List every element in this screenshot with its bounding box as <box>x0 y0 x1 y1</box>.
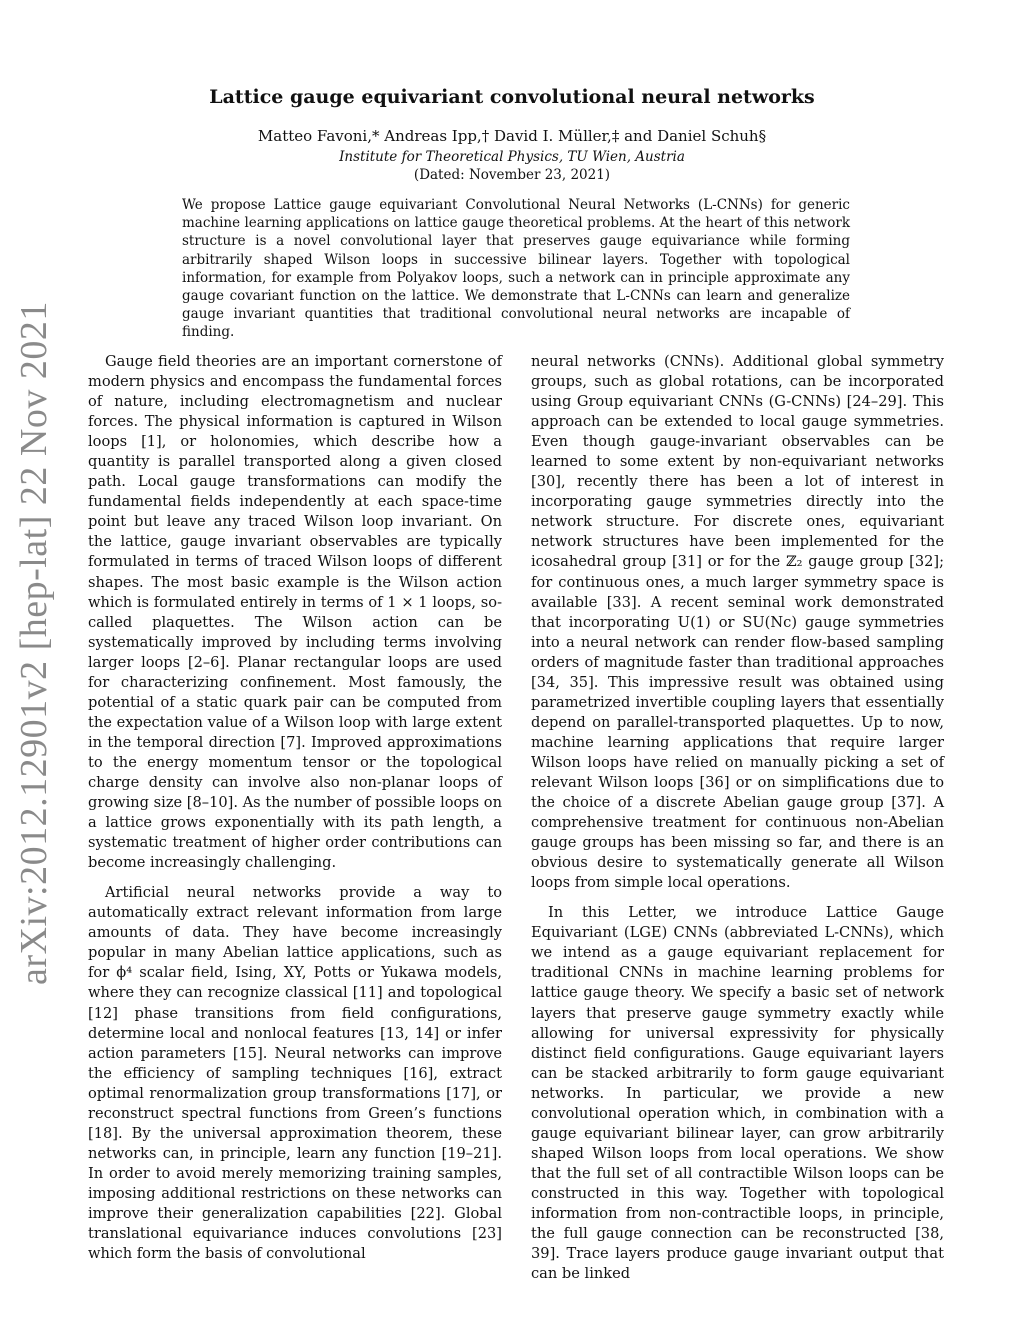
left-column <box>88 352 502 1264</box>
arxiv-identifier-text: arXiv:2012.12901v2 [hep-lat] 22 Nov 2021 <box>13 301 55 985</box>
paragraph: neural networks (CNNs). Additional global symmetry groups, such as global rotations, can be incorporated using Group equivariant CNNs (G-CNNs) [24–29]. This approach can be extended to local gauge symmetries. Even though gauge-invariant observables can be learned to some extent by non-equivariant networks [30], recently there has been a lot of interest in incorporating gauge symmetries directly into the network structure. For discrete ones, equivariant network structures have been implemented for the icosahedral group [31] or for the ℤ₂ gauge group [32]; for continuous ones, a much larger symmetry space is available [33]. A recent seminal work demonstrated that incorporating U(1) or SU(Nc) gauge symmetries into a neural network can render flow-based sampling orders of magnitude faster than traditional approaches [34, 35]. This impressive result was obtained using parametrized invertible coupling layers that essentially depend on parallel-transported plaquettes. Up to now, machine learning applications that require larger Wilson loops have relied on manually picking a set of relevant Wilson loops [36] or on simplifications due to the choice of a discrete Abelian gauge group [37]. A comprehensive treatment for continuous non-Abelian gauge groups has been missing so far, and there is an obvious desire to systematically generate all Wilson loops from simple local operations. <box>531 353 944 892</box>
paper-title: Lattice gauge equivariant convolutional neural networks <box>209 86 815 108</box>
abstract: We propose Lattice gauge equivariant Convolutional Neural Networks (L-CNNs) for generic machine learning applications on lattice gauge theoretical problems. At the heart of this network structure is a novel convolutional layer that preserves gauge equivariance while forming arbitrarily shaped Wilson loops in successive bilinear layers. Together with topological information, for example from Polyakov loops, such a network can in principle approximate any gauge covariant function on the lattice. We demonstrate that L-CNNs can learn and generalize gauge invariant quantities that traditional convolutional neural networks are incapable of finding. <box>182 197 850 341</box>
paragraph: In this Letter, we introduce Lattice Gauge Equivariant (LGE) CNNs (abbreviated L-CNNs), which we intend as a gauge equivariant replacement for traditional CNNs in machine learning problems for lattice gauge theory. We specify a basic set of network layers that preserve gauge symmetry exactly while allowing for universal expressivity for physically distinct field configurations. Gauge equivariant layers can be stacked arbitrarily to form gauge equivariant networks. In particular, we provide a new convolutional operation which, in combination with a gauge equivariant bilinear layer, can grow arbitrarily shaped Wilson loops from local operations. We show that the full set of all contractible Wilson loops can be constructed in this way. Together with topological information from non-contractible loops, in principle, the full gauge connection can be reconstructed [38, 39]. Trace layers produce gauge invariant output that can be linked <box>531 904 944 1283</box>
paragraph: Gauge field theories are an important cornerstone of modern physics and encompass the fundamental forces of nature, including electromagnetism and nuclear forces. The physical information is captured in Wilson loops [1], or holonomies, which describe how a quantity is parallel transported along a given closed path. Local gauge transformations can modify the fundamental fields independently at each space-time point but leave any traced Wilson loop invariant. On the lattice, gauge invariant observables are typically formulated in terms of traced Wilson loops of different shapes. The most basic example is the Wilson action which is formulated entirely in terms of 1 × 1 loops, so-called plaquettes. The Wilson action can be systematically improved by including terms involving larger loops [2–6]. Planar rectangular loops are used for characterizing confinement. Most famously, the potential of a static quark pair can be computed from the expectation value of a Wilson loop with large extent in the temporal direction [7]. Improved approximations to the energy momentum tensor or the topological charge density can involve also non-planar loops of growing size [8–10]. As the number of possible loops on a lattice grows exponentially with its path length, a systematic treatment of higher order contributions can become increasingly challenging. <box>88 353 502 872</box>
right-column <box>531 352 944 1284</box>
affiliation: Institute for Theoretical Physics, TU Wien, Austria <box>339 149 685 165</box>
date-line: (Dated: November 23, 2021) <box>413 167 611 183</box>
author-list: Matteo Favoni,* Andreas Ipp,† David I. Müller,‡ and Daniel Schuh§ <box>257 127 767 145</box>
paragraph: Artificial neural networks provide a way to automatically extract relevant information from large amounts of data. They have become increasingly popular in many Abelian lattice applications, such as for ϕ⁴ scalar field, Ising, XY, Potts or Yukawa models, where they can recognize classical [11] and topological [12] phase transitions from field configurations, determine local and nonlocal features [13, 14] or infer action parameters [15]. Neural networks can improve the efficiency of sampling techniques [16], extract optimal renormalization group transformations [17], or reconstruct spectral functions from Green’s functions [18]. By the universal approximation theorem, these networks can, in principle, learn any function [19–21]. In order to avoid merely memorizing training samples, imposing additional restrictions on these networks can improve their generalization capabilities [22]. Global translational equivariance induces convolutions [23] which form the basis of convolutional <box>88 884 502 1263</box>
